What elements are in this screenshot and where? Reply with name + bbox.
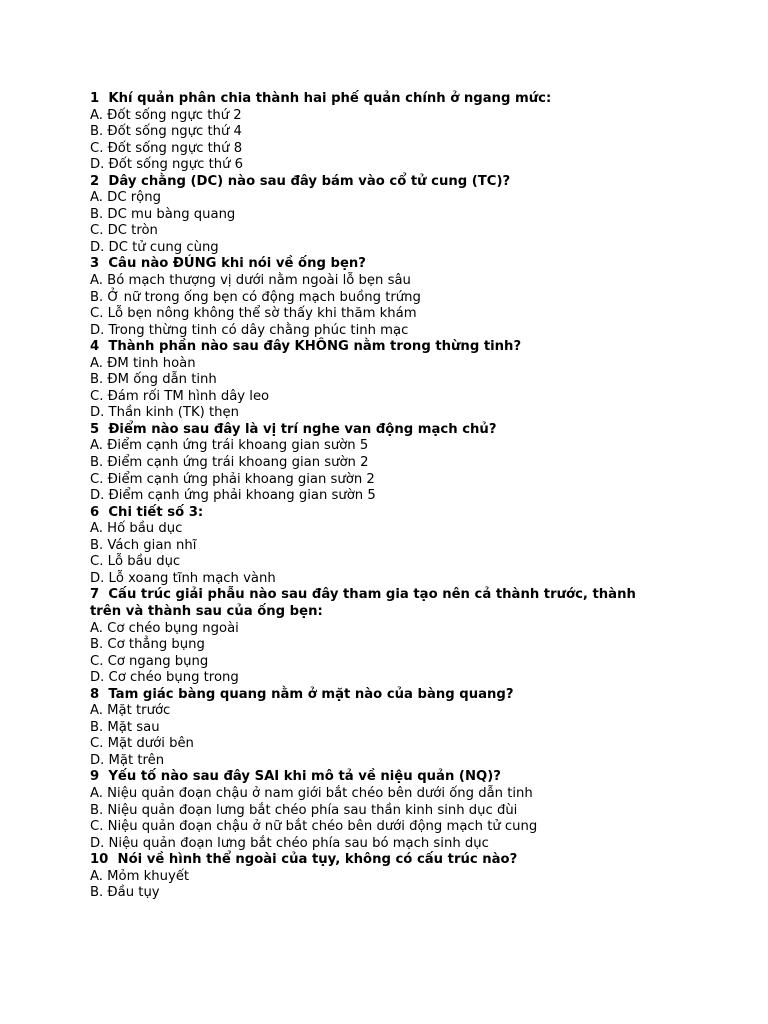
answer-option: B. Điểm cạnh ứng trái khoang gian sườn 2	[90, 455, 369, 471]
answer-option: A. Hố bầu dục	[90, 521, 183, 537]
question-number: 3	[90, 256, 100, 272]
question-block	[90, 256, 710, 339]
answer-option: B. DC mu bàng quang	[90, 206, 236, 222]
answer-option: C. Lỗ bầu dục	[90, 554, 181, 570]
question-block	[90, 422, 710, 505]
question-text	[90, 505, 710, 522]
answer-option: D. Thần kinh (TK) thẹn	[90, 405, 239, 421]
question-text	[90, 587, 710, 604]
answer-option: C. Mặt dưới bên	[90, 736, 194, 752]
answer-option: A. Mỏm khuyết	[90, 868, 190, 884]
question-block	[90, 339, 710, 422]
answer-option: D. Trong thừng tinh có dây chằng phúc tinh mạc	[90, 322, 409, 338]
answer-option: B. ĐM ống dẫn tinh	[90, 372, 217, 388]
question-block	[90, 587, 710, 686]
question-number: 1	[90, 91, 100, 106]
answer-option: A. Niệu quản đoạn chậu ở nam giới bắt chéo bên dưới ống dẫn tinh	[90, 785, 533, 801]
answer-option: A. Bó mạch thượng vị dưới nằm ngoài lỗ bẹn sâu	[90, 273, 411, 289]
question-block	[90, 687, 710, 770]
answer-option: B. Mặt sau	[90, 719, 160, 735]
answer-option: B. Ở nữ trong ống bẹn có động mạch buồng trứng	[90, 289, 421, 305]
answer-option: D. DC tử cung cùng	[90, 239, 219, 255]
question-block	[90, 174, 710, 257]
answer-option: B. Vách gian nhĩ	[90, 537, 197, 553]
answer-option: D. Niệu quản đoạn lưng bắt chéo phía sau bó mạch sinh dục	[90, 835, 489, 851]
question-line: Cấu trúc giải phẫu nào sau đây tham gia tạo nên cả thành trước, thành	[108, 587, 636, 603]
answer-option: D. Mặt trên	[90, 752, 165, 768]
question-text	[90, 256, 710, 273]
question-text	[90, 687, 710, 704]
answer-option: C. Lỗ bẹn nông không thể sờ thấy khi thăm khám	[90, 306, 417, 322]
question-number: 2	[90, 173, 100, 189]
question-block	[90, 769, 710, 852]
answer-option: A. Điểm cạnh ứng trái khoang gian sườn 5	[90, 438, 369, 454]
question-block	[90, 852, 710, 902]
document-page	[90, 91, 710, 902]
answer-option: D. Đốt sống ngực thứ 6	[90, 157, 244, 173]
answer-option: D. Cơ chéo bụng trong	[90, 670, 239, 686]
question-line: Dây chằng (DC) nào sau đây bám vào cổ tử cung (TC)?	[108, 173, 511, 189]
answer-option: C. Niệu quản đoạn chậu ở nữ bắt chéo bên dưới động mạch tử cung	[90, 819, 538, 835]
question-text	[90, 339, 710, 356]
answer-option: D. Điểm cạnh ứng phải khoang gian sườn 5	[90, 488, 376, 504]
question-line: Yếu tố nào sau đây SAI khi mô tả về niệu quản (NQ)?	[108, 769, 501, 785]
question-line: Nói về hình thể ngoài của tụy, không có cấu trúc nào?	[117, 852, 518, 868]
question-block	[90, 91, 710, 174]
question-text	[90, 604, 710, 621]
answer-option: C. Điểm cạnh ứng phải khoang gian sườn 2	[90, 471, 375, 487]
question-number: 9	[90, 769, 100, 785]
answer-option: C. Đốt sống ngực thứ 8	[90, 140, 243, 156]
question-block	[90, 505, 710, 588]
answer-option: A. DC rộng	[90, 190, 161, 206]
question-number: 10	[90, 852, 109, 868]
question-text	[90, 769, 710, 786]
question-text	[90, 174, 710, 191]
question-number: 6	[90, 504, 100, 520]
question-line: Tam giác bàng quang nằm ở mặt nào của bàng quang?	[108, 686, 514, 702]
question-number: 5	[90, 421, 100, 437]
answer-option: C. DC tròn	[90, 223, 158, 239]
question-line: Thành phần nào sau đây KHÔNG nằm trong thừng tinh?	[108, 339, 522, 355]
answer-option: C. Cơ ngang bụng	[90, 653, 209, 669]
question-line: trên và thành sau của ống bẹn:	[90, 603, 323, 619]
answer-option: D. Lỗ xoang tĩnh mạch vành	[90, 570, 276, 586]
question-line: Khí quản phân chia thành hai phế quản chính ở ngang mức:	[108, 91, 552, 106]
answer-option: B. Đầu tụy	[90, 885, 160, 901]
question-number: 4	[90, 339, 100, 355]
question-text	[90, 852, 710, 869]
answer-option: A. ĐM tinh hoàn	[90, 355, 196, 371]
question-line: Chi tiết số 3:	[108, 504, 204, 520]
answer-option: A. Mặt trước	[90, 703, 171, 719]
answer-option: B. Cơ thẳng bụng	[90, 637, 205, 653]
question-text	[90, 91, 710, 108]
answer-option: C. Đám rối TM hình dây leo	[90, 388, 270, 404]
answer-option: B. Đốt sống ngực thứ 4	[90, 124, 242, 140]
answer-option: A. Cơ chéo bụng ngoài	[90, 620, 239, 636]
question-text	[90, 422, 710, 439]
question-line: Điểm nào sau đây là vị trí nghe van động mạch chủ?	[108, 421, 497, 437]
question-number: 7	[90, 587, 100, 603]
answer-option: A. Đốt sống ngực thứ 2	[90, 107, 242, 123]
question-line: Câu nào ĐÚNG khi nói về ống bẹn?	[108, 256, 366, 272]
answer-option: B. Niệu quản đoạn lưng bắt chéo phía sau thần kinh sinh dục đùi	[90, 802, 518, 818]
question-number: 8	[90, 686, 100, 702]
